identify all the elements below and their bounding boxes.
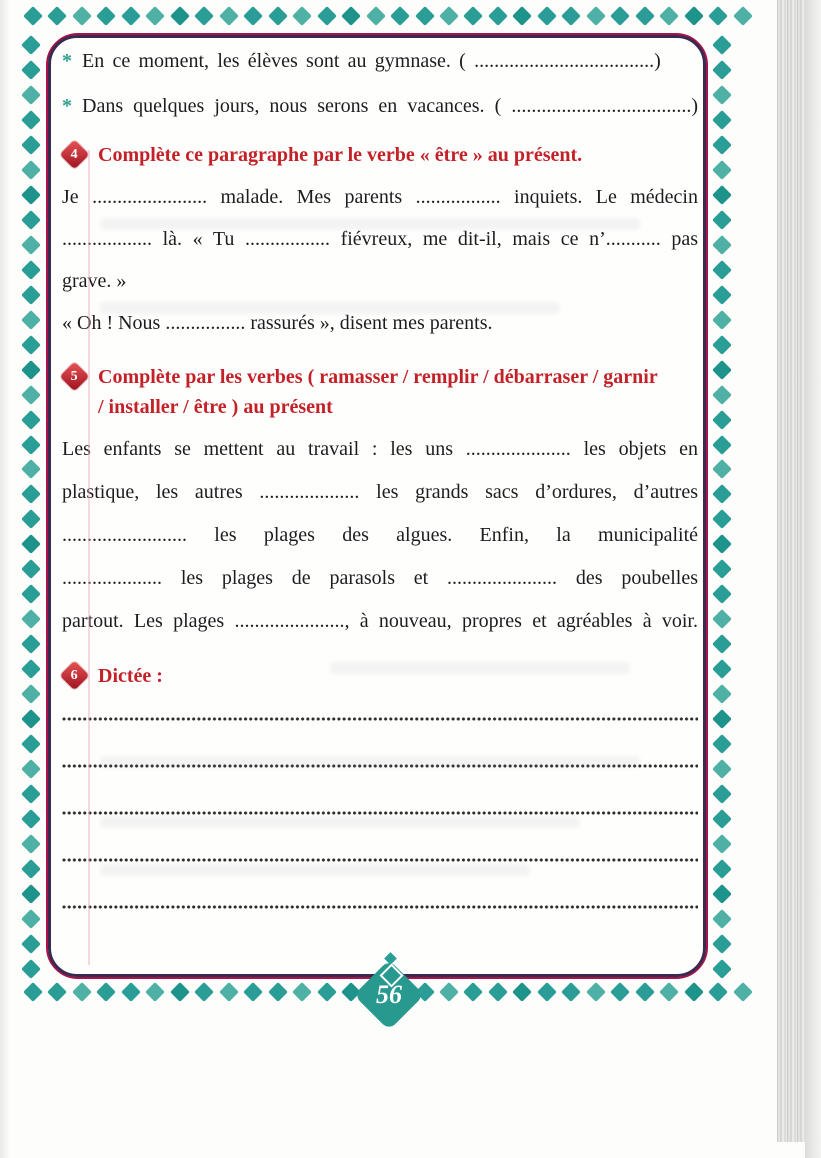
- diamond-icon: [712, 135, 732, 155]
- exercise-5-title-line-2: / installer / être ) au présent: [98, 396, 333, 418]
- diamond-icon: [712, 659, 732, 679]
- diamond-icon: [439, 6, 459, 26]
- diamond-icon: [712, 809, 732, 829]
- diamond-icon: [21, 60, 41, 80]
- bleed-through-smudge: [100, 816, 580, 828]
- diamond-icon: [712, 460, 732, 480]
- diamond-icon: [659, 6, 679, 26]
- diamond-icon: [712, 310, 732, 330]
- scan-left-shade: [0, 0, 10, 1158]
- diamond-icon: [712, 934, 732, 954]
- intro-line-1-text: En ce moment, les élèves sont au gymnase. ( ....................................): [82, 50, 661, 72]
- diamond-icon: [464, 6, 484, 26]
- exercise-5-text-line-5: partout. Les plages ......................, à nouveau, propres et agréables à voir.: [62, 610, 698, 632]
- diamond-icon: [712, 834, 732, 854]
- diamond-icon: [21, 659, 41, 679]
- diamond-icon: [712, 35, 732, 55]
- bleed-through-smudge: [330, 662, 630, 674]
- diamond-icon: [21, 460, 41, 480]
- diamond-icon: [145, 982, 165, 1002]
- diamond-icon: [21, 809, 41, 829]
- diamond-icon: [21, 335, 41, 355]
- diamond-icon: [712, 285, 732, 305]
- diamond-icon: [21, 485, 41, 505]
- dictation-answer-line: [62, 717, 698, 721]
- exercise-4-text-line-2: .................. là. « Tu ................. fiévreux, me dit-il, mais ce n’........... pas: [62, 228, 698, 250]
- diamond-icon: [712, 559, 732, 579]
- exercise-4-paragraph: [62, 176, 698, 344]
- diamond-icon: [712, 60, 732, 80]
- diamond-icon: [712, 584, 732, 604]
- diamond-icon: [292, 6, 312, 26]
- diamond-icon: [712, 185, 732, 205]
- diamond-icon: [21, 559, 41, 579]
- diamond-icon: [712, 510, 732, 530]
- diamond-icon: [712, 534, 732, 554]
- diamond-icon: [21, 185, 41, 205]
- diamond-icon: [21, 534, 41, 554]
- diamond-icon: [712, 684, 732, 704]
- diamond-icon: [219, 982, 239, 1002]
- bleed-through-smudge: [100, 756, 640, 768]
- diamond-icon: [712, 959, 732, 979]
- diamond-icon: [21, 285, 41, 305]
- diamond-icon: [21, 310, 41, 330]
- diamond-icon: [712, 909, 732, 929]
- diamond-icon: [97, 982, 117, 1002]
- diamond-icon: [21, 959, 41, 979]
- dictation-answer-line: [62, 858, 698, 862]
- intro-line-1: [62, 45, 698, 77]
- diamond-icon: [21, 884, 41, 904]
- diamond-icon: [194, 982, 214, 1002]
- diamond-icon: [145, 6, 165, 26]
- diamond-icon: [635, 982, 655, 1002]
- dictation-answer-area: [62, 717, 698, 909]
- scan-fold-line: [88, 150, 90, 965]
- diamond-icon: [21, 360, 41, 380]
- diamond-icon: [537, 982, 557, 1002]
- diamond-icon: [121, 6, 141, 26]
- diamond-icon: [610, 6, 630, 26]
- diamond-icon: [170, 982, 190, 1002]
- exercise-4-number-diamond-icon: 4: [60, 140, 90, 170]
- diamond-icon: [712, 634, 732, 654]
- diamond-icon: [317, 6, 337, 26]
- diamond-icon: [712, 210, 732, 230]
- asterisk-bullet: *: [62, 95, 72, 117]
- diamond-icon: [72, 982, 92, 1002]
- diamond-icon: [712, 335, 732, 355]
- intro-line-2-text: Dans quelques jours, nous serons en vacances. ( ....................................): [82, 95, 698, 117]
- exercise-5-header: [62, 362, 698, 422]
- diamond-icon: [219, 6, 239, 26]
- exercise-5-text-line-4: .................... les plages de parasols et ...................... des poubelles: [62, 567, 698, 589]
- diamond-icon: [21, 584, 41, 604]
- diamond-icon: [21, 85, 41, 105]
- diamond-icon: [712, 160, 732, 180]
- diamond-icon: [21, 784, 41, 804]
- diamond-icon: [712, 884, 732, 904]
- page-frame: [46, 33, 708, 979]
- diamond-icon: [21, 385, 41, 405]
- diamond-icon: [21, 260, 41, 280]
- diamond-icon: [317, 982, 337, 1002]
- diamond-icon: [21, 160, 41, 180]
- bleed-through-smudge: [100, 218, 640, 230]
- diamond-icon: [21, 834, 41, 854]
- diamond-icon: [21, 235, 41, 255]
- exercise-5-number-diamond-icon: 5: [60, 362, 90, 392]
- exercise-4-header: [62, 140, 698, 170]
- dictation-answer-line: [62, 905, 698, 909]
- diamond-icon: [712, 235, 732, 255]
- diamond-icon: [712, 859, 732, 879]
- exercise-6-title: Dictée :: [98, 665, 163, 687]
- diamond-icon: [21, 435, 41, 455]
- diamond-icon: [712, 360, 732, 380]
- diamond-icon: [712, 734, 732, 754]
- diamond-icon: [366, 6, 386, 26]
- diamond-icon: [684, 6, 704, 26]
- bleed-through-smudge: [100, 864, 530, 876]
- dictation-answer-line: [62, 811, 698, 815]
- diamond-icon: [712, 110, 732, 130]
- diamond-icon: [712, 784, 732, 804]
- diamond-icon: [488, 6, 508, 26]
- diamond-icon: [512, 6, 532, 26]
- diamond-icon: [23, 982, 43, 1002]
- bleed-through-smudge: [100, 302, 560, 314]
- diamond-icon: [712, 260, 732, 280]
- diamond-icon: [23, 6, 43, 26]
- asterisk-bullet: *: [62, 50, 72, 72]
- exercise-5-text-line-3: ......................... les plages des algues. Enfin, la municipalité: [62, 524, 698, 546]
- diamond-icon: [561, 982, 581, 1002]
- diamond-icon: [21, 510, 41, 530]
- diamond-icon: [21, 110, 41, 130]
- diamond-icon: [341, 6, 361, 26]
- diamond-icon: [733, 982, 753, 1002]
- scan-edge-shadow: [805, 0, 821, 1158]
- diamond-icon: [712, 85, 732, 105]
- diamond-icon: [48, 982, 68, 1002]
- diamond-icon: [170, 6, 190, 26]
- diamond-icon: [684, 982, 704, 1002]
- diamond-icon: [659, 982, 679, 1002]
- diamond-icon: [439, 982, 459, 1002]
- exercise-5-title-line-1: Complète par les verbes ( ramasser / remplir / débarraser / garnir: [98, 366, 658, 388]
- diamond-icon: [561, 6, 581, 26]
- diamond-icon: [537, 6, 557, 26]
- exercise-5-paragraph: [62, 428, 698, 643]
- diamond-icon: [21, 759, 41, 779]
- diamond-icon: [194, 6, 214, 26]
- diamond-icon: [712, 435, 732, 455]
- diamond-icon: [243, 6, 263, 26]
- diamond-icon: [712, 485, 732, 505]
- diamond-icon: [708, 982, 728, 1002]
- exercise-4-text-line-4: « Oh ! Nous ................ rassurés », disent mes parents.: [62, 312, 493, 334]
- diamond-icon: [712, 609, 732, 629]
- diamond-icon: [708, 6, 728, 26]
- exercise-4-text-line-3: grave. »: [62, 270, 127, 292]
- page-number-badge: [362, 966, 418, 1022]
- diamond-icon: [72, 6, 92, 26]
- diamond-icon: [488, 982, 508, 1002]
- diamond-icon: [97, 6, 117, 26]
- diamond-icon: [712, 410, 732, 430]
- exercise-6-number-diamond-icon: 6: [60, 661, 90, 691]
- book-page-stack-edge: [777, 0, 805, 1142]
- diamond-icon: [21, 135, 41, 155]
- diamond-icon: [21, 684, 41, 704]
- diamond-border-right: [715, 38, 733, 976]
- diamond-icon: [268, 6, 288, 26]
- diamond-icon: [712, 709, 732, 729]
- diamond-icon: [268, 982, 288, 1002]
- diamond-icon: [586, 6, 606, 26]
- diamond-icon: [21, 210, 41, 230]
- diamond-icon: [21, 909, 41, 929]
- diamond-icon: [121, 982, 141, 1002]
- exercise-5-text-line-2: plastique, les autres .................... les grands sacs d’ordures, d’autres: [62, 481, 698, 503]
- diamond-icon: [390, 6, 410, 26]
- exercise-4-title: Complète ce paragraphe par le verbe « être » au présent.: [98, 144, 583, 166]
- diamond-icon: [21, 734, 41, 754]
- diamond-icon: [21, 859, 41, 879]
- diamond-icon: [712, 759, 732, 779]
- diamond-border-top: [26, 9, 750, 27]
- diamond-border-left: [24, 38, 42, 976]
- diamond-icon: [48, 6, 68, 26]
- diamond-icon: [21, 634, 41, 654]
- diamond-icon: [586, 982, 606, 1002]
- intro-line-2: [62, 90, 698, 122]
- diamond-icon: [292, 982, 312, 1002]
- diamond-icon: [415, 6, 435, 26]
- diamond-icon: [610, 982, 630, 1002]
- diamond-icon: [733, 6, 753, 26]
- diamond-icon: [712, 385, 732, 405]
- diamond-icon: [21, 934, 41, 954]
- exercise-5-title: [98, 362, 658, 422]
- diamond-icon: [464, 982, 484, 1002]
- diamond-icon: [243, 982, 263, 1002]
- exercise-4-text-line-1: Je ....................... malade. Mes parents ................. inquiets. Le médecin: [62, 186, 698, 208]
- diamond-icon: [635, 6, 655, 26]
- exercise-5-text-line-1: Les enfants se mettent au travail : les uns ..................... les objets en: [62, 438, 698, 460]
- page-number: 56: [376, 980, 402, 1009]
- diamond-icon: [21, 709, 41, 729]
- diamond-icon: [21, 410, 41, 430]
- diamond-icon: [21, 35, 41, 55]
- diamond-icon: [21, 609, 41, 629]
- diamond-icon: [512, 982, 532, 1002]
- page-content: [62, 45, 698, 969]
